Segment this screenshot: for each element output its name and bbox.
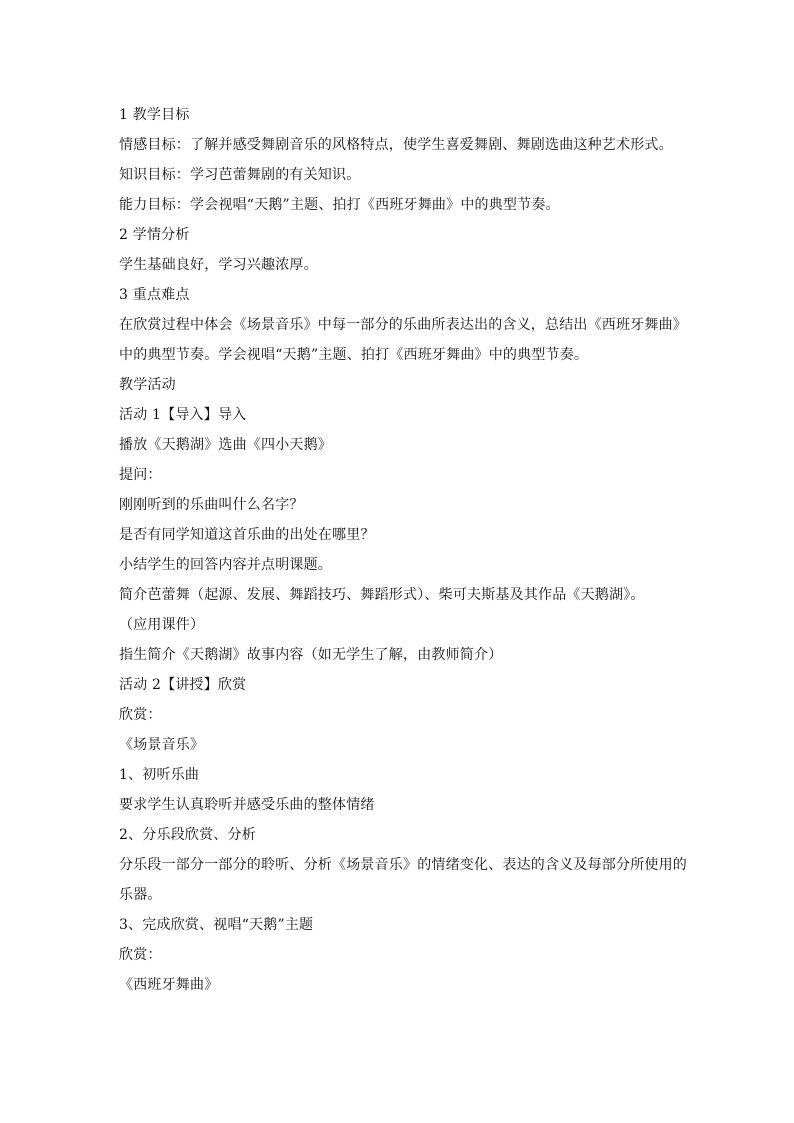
text-key-points-2: 中的典型节奏。学会视唱“天鹅”主题、拍打《西班牙舞曲》中的典型节奏。 (119, 347, 589, 363)
text-question-1: 刚刚听到的乐曲叫什么名字？ (119, 497, 304, 513)
text-ballet-intro: 简介芭蕾舞（起源、发展、舞蹈技巧、舞蹈形式）、柴可夫斯基及其作品《天鹅湖》。 (119, 587, 645, 603)
heading-learner-analysis: 2 学情分析 (119, 227, 190, 243)
text-step-2-detail-1: 分乐段一部分一部分的聆听、分析《场景音乐》的情绪变化、表达的含义及每部分所使用的 (119, 857, 687, 873)
text-step-2: 2、分乐段欣赏、分析 (119, 827, 256, 843)
text-learner-analysis: 学生基础良好，学习兴趣浓厚。 (119, 257, 318, 273)
text-question-label: 提问： (119, 467, 162, 483)
text-summary: 小结学生的回答内容并点明课题。 (119, 557, 332, 573)
text-knowledge-goal: 知识目标：学习芭蕾舞剧的有关知识。 (119, 167, 361, 183)
text-step-1-detail: 要求学生认真聆听并感受乐曲的整体情绪 (119, 797, 375, 813)
text-emotional-goal: 情感目标：了解并感受舞剧音乐的风格特点，使学生喜爱舞剧、舞剧选曲这种艺术形式。 (119, 137, 673, 153)
text-ability-goal: 能力目标：学会视唱“天鹅”主题、拍打《西班牙舞曲》中的典型节奏。 (119, 197, 560, 213)
text-step-2-detail-2: 乐器。 (119, 887, 162, 903)
text-spanish-dance-title: 《西班牙舞曲》 (119, 977, 219, 993)
text-play-music: 播放《天鹅湖》选曲《四小天鹅》 (119, 437, 332, 453)
heading-teaching-activities: 教学活动 (119, 377, 176, 393)
text-courseware: （应用课件） (119, 617, 205, 633)
text-key-points-1: 在欣赏过程中体会《场景音乐》中每一部分的乐曲所表达出的含义，总结出《西班牙舞曲》 (119, 317, 687, 333)
text-step-1: 1、初听乐曲 (119, 767, 200, 783)
heading-key-points: 3 重点难点 (119, 287, 190, 303)
text-question-2: 是否有同学知道这首乐曲的出处在哪里？ (119, 527, 375, 543)
text-appreciate-label-2: 欣赏： (119, 947, 162, 963)
document-body (119, 100, 687, 1000)
text-story-intro: 指生简介《天鹅湖》故事内容（如无学生了解，由教师简介） (119, 647, 503, 663)
heading-activity-2: 活动 2【讲授】欣赏 (119, 677, 247, 693)
text-step-3: 3、完成欣赏、视唱“天鹅”主题 (119, 917, 314, 933)
heading-activity-1: 活动 1【导入】导入 (119, 407, 247, 423)
heading-teaching-goals: 1 教学目标 (119, 107, 190, 123)
text-appreciate-label-1: 欣赏： (119, 707, 162, 723)
text-scene-music-title: 《场景音乐》 (119, 737, 205, 753)
